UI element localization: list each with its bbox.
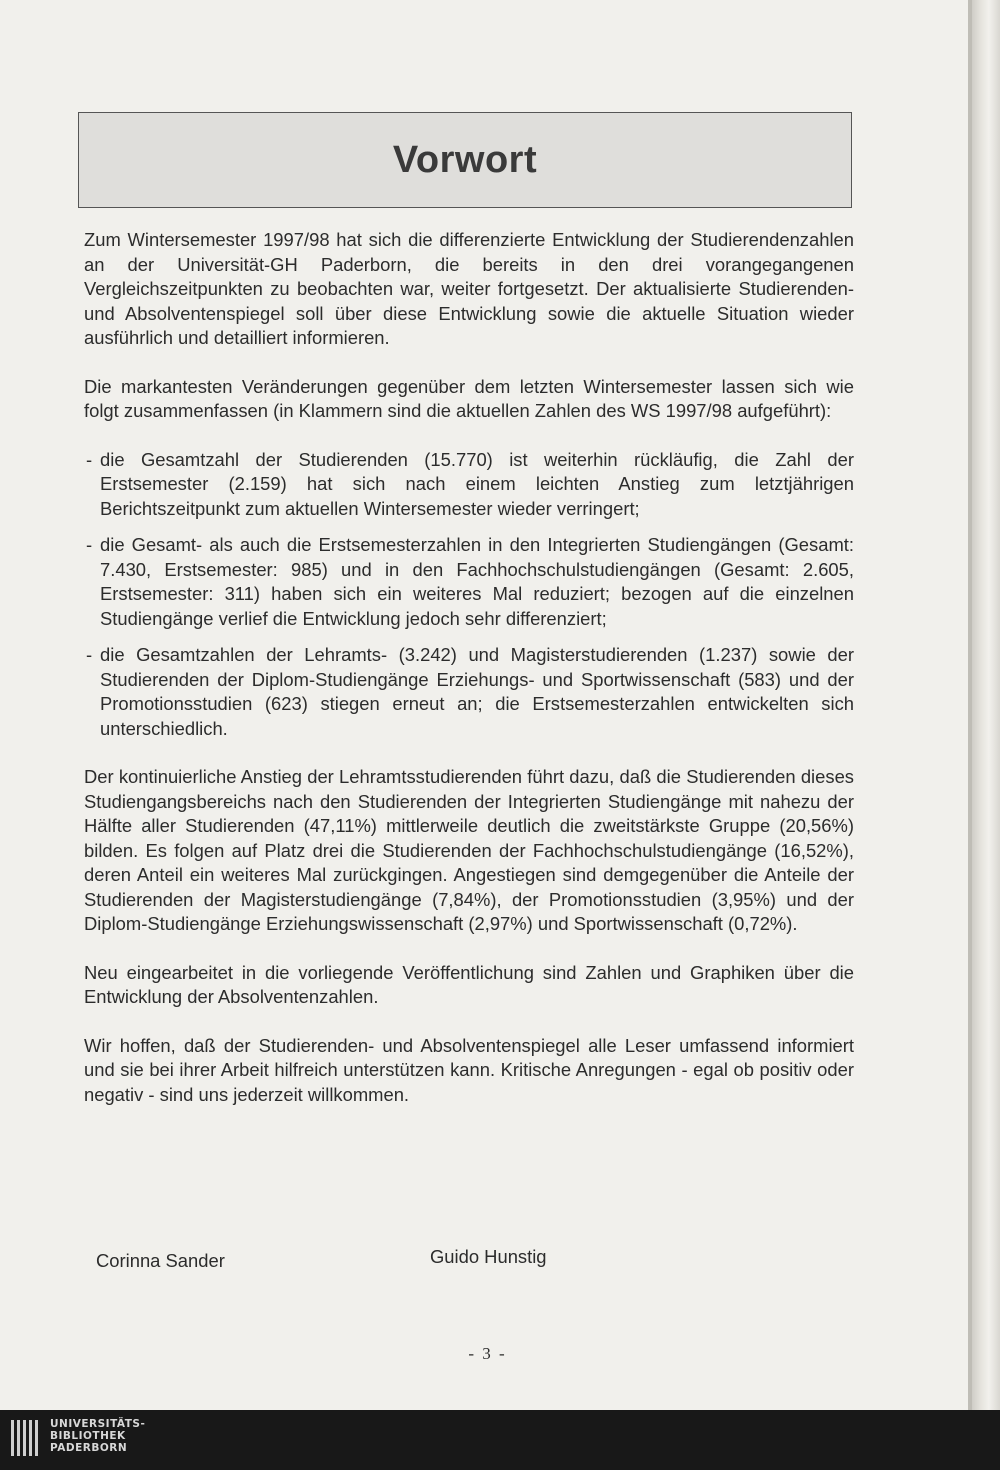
signature-right: Guido Hunstig [430, 1246, 547, 1267]
signature-left: Corinna Sander [96, 1250, 225, 1271]
closing-paragraph: Wir hoffen, daß der Studierenden- und Absolventenspiegel alle Leser umfassend informiert und sie bei ihrer Arbeit hilfreich unterstützen kann. Kritische Anregungen - egal ob positiv oder negativ - sind uns jederzeit willkommen. [84, 1034, 854, 1105]
change-list [84, 448, 854, 742]
dash-marker: - [86, 448, 93, 470]
list-item: - die Gesamtzahl der Studierenden (15.770) ist weiterhin rückläufig, die Zahl der Erstsemester (2.159) hat sich nach einem leichten Anstieg zum letztjährigen Berichtszeitpunkt zum aktuellen Wintersemester wieder verringert; [86, 448, 854, 519]
underlying-page-edge [972, 0, 1000, 1410]
dash-marker: - [86, 534, 93, 555]
page-number: - 3 - [468, 1344, 507, 1363]
body-text [84, 228, 854, 1131]
library-name: UNIVERSITÄTS- BIBLIOTHEK PADERBORN [50, 1418, 146, 1454]
library-footer [0, 1410, 1000, 1470]
list-item: - die Gesamtzahlen der Lehramts- (3.242) und Magisterstudierenden (1.237) sowie der Studierenden der Diplom-Studiengänge Erziehungs- und Sportwissenschaft (583) und der Promotionsstudien (623) stiegen erneut an; die Erstsemesterzahlen entwickelten sich unterschiedlich. [86, 644, 854, 739]
intro-paragraph: Zum Wintersemester 1997/98 hat sich die differenzierte Entwicklung der Studierendenzahlen an der Universität-GH Paderborn, die bereits in den drei vorangegangenen Vergleichszeitpunkten zu beobachten war, weiter fortgesetzt. Der aktualisierte Studierenden- und Absolventenspiegel soll über diese Entwicklung sowie die aktuelle Situation wieder ausführlich und detailliert informieren. [84, 229, 854, 348]
summary-paragraph: Die markantesten Veränderungen gegenüber dem letzten Wintersemester lassen sich wie folgt zusammenfassen (in Klammern sind die aktuellen Zahlen des WS 1997/98 aufgeführt): [84, 375, 854, 421]
dash-marker: - [86, 644, 93, 665]
list-item: - die Gesamt- als auch die Erstsemesterzahlen in den Integrierten Studiengängen (Gesamt: 7.430, Erstsemester: 985) und in den Fachhochschulstudiengängen (Gesamt: 2.605, Erstsemester: 311) haben sich ein weiteres Mal reduziert; bezogen auf die einzelnen Studiengänge verlief die Entwicklung jedoch sehr differenziert; [86, 534, 854, 629]
page-title: Vorwort [392, 138, 538, 181]
analysis-paragraph: Der kontinuierliche Anstieg der Lehramtsstudierenden führt dazu, daß die Studierenden dieses Studiengangsbereichs nach den Studierenden der Integrierten Studiengänge mit nahezu der Hälfte aller Studierenden (47,11%) mittlerweile deutlich die zweitstärkste Gruppe (20,56%) bilden. Es folgen auf Platz drei die Studierenden der Fachhochschulstudiengänge (16,52%), deren Anteil ein weiteres Mal zurückgingen. Angestiegen sind demgegenüber die Anteile der Studierenden der Magisterstudiengänge (7,84%), der Promotionsstudien (3,95%) und der Diplom-Studiengänge Erziehungswissenschaft (2,97%) und Sportwissenschaft (0,72%). [84, 766, 854, 934]
new-content-paragraph: Neu eingearbeitet in die vorliegende Veröffentlichung sind Zahlen und Graphiken über die Entwicklung der Absolventenzahlen. [84, 961, 854, 1007]
library-logo-icon [8, 1418, 42, 1460]
title-box [78, 112, 852, 208]
